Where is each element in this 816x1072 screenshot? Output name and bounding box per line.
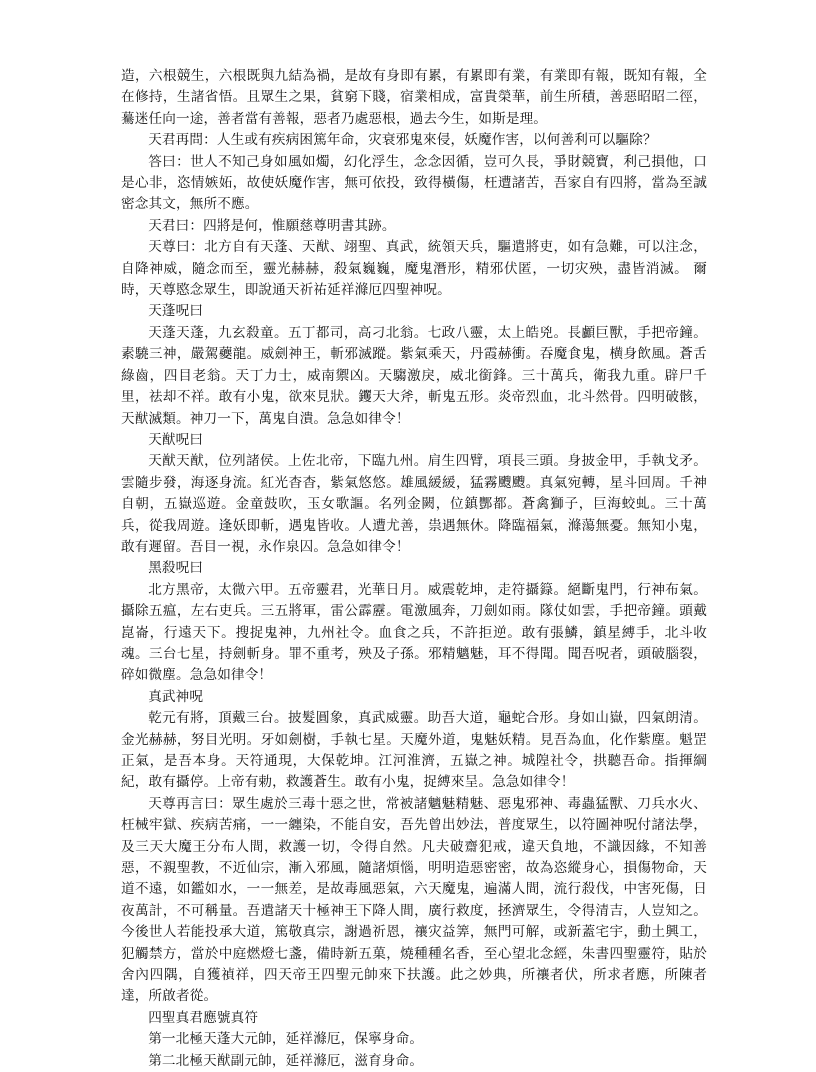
paragraph-zhenwu-spell: 乾元有將，頂戴三台。披髮圓象，真武威靈。助吾大道，龜蛇合形。身如山嶽，四氣朗清。金光赫赫，努目光明。牙如劍樹，手執七星。天魔外道，鬼魅妖精。見吾為血，化作紫塵。魁罡正氣，是吾本身。天符通現，大保乾坤。江河淮濟，五嶽之神。城隍社令，拱聽吾命。指揮綱紀，敢有攝停。上帝有勅，救護蒼生。敢有小鬼，捉縛來呈。急急如律令！ — [121, 710, 707, 791]
document-body — [121, 66, 707, 1072]
paragraph-question: 天君再問：人生或有疾病困篤年命，灾衰邪鬼來侵，妖魔作害，以何善利可以驅除？ — [148, 132, 657, 149]
heading-tianyou: 天猷呪曰 — [148, 431, 204, 448]
heading-heisha: 黑殺呪曰 — [148, 560, 204, 577]
heading-tianpeng: 天蓬呪曰 — [148, 303, 204, 320]
talisman-item-1: 第一北極天蓬大元帥，延祥滌厄，保寧身命。 — [148, 1031, 424, 1048]
talisman-item-2: 第二北極天猷副元帥，延祥滌厄，滋育身命。 — [148, 1052, 424, 1069]
paragraph-answer: 答曰：世人不知己身如風如燭，幻化浮生，念念因循，豈可久長，爭財競寶，利己損他，口是心非，恣情嫉妬，故使妖魔作害，無可依投，致得橫傷，枉遭諸苦，吾家自有四將，當為至誠密念其文，無所不應。 — [121, 153, 707, 213]
paragraph-tianyou-spell: 天猷天猷，位列諸侯。上佐北帝，下臨九州。肩生四臂，項長三頭。身披金甲，手執戈矛。雲隨步發，海逐身流。紅光杳杳，紫氣悠悠。雄風緩緩，猛霧颼颼。真氣宛轉，星斗回周。千神自朝，五嶽巡遊。金童鼓吹，玉女歌謳。名列金闕，位鎮酆都。蒼禽獅子，巨海蛟虬。三十萬兵，從我周遊。逢妖即斬，遇鬼皆收。人遭尤善，祟遇無休。降臨福氣，滌蕩無憂。無知小鬼，敢有遲留。吾目一視，永作泉囚。急急如律令！ — [121, 453, 707, 555]
heading-talisman: 四聖真君應號真符 — [148, 1009, 259, 1026]
paragraph-tianjun: 天君曰：四將是何，惟願慈尊明書其跡。 — [148, 217, 396, 234]
paragraph-tianzun: 天尊曰：北方自有天蓬、天猷、翊聖、真武，統領天兵，驅遣將吏，如有急難，可以注念，自降神威，隨念而至，靈光赫赫，殺氣巍巍，魔鬼潛形，精邪伏匿，一切灾殃，盡皆消滅。 爾時，天尊愍念眾生，即說通天祈祐延祥滌厄四聖神呪。 — [121, 239, 707, 299]
paragraph-intro: 造，六根競生，六根既與九結為禍，是故有身即有累，有累即有業，有業即有報，既知有報，全在修持，生諸省悟。且眾生之果，貧窮下賤，宿業相成，富貴榮華，前生所積，善惡昭昭二徑，驀迷任向一途，善者當有善報，惡者乃處惡根，過去今生，如斯是理。 — [121, 68, 707, 127]
paragraph-heisha-spell: 北方黑帝，太微六甲。五帝靈君，光華日月。威震乾坤，走符攝籙。絕斷鬼門，行神布氣。攝除五瘟，左右吏兵。三五將軍，雷公霹靂。電激風奔，刀劍如雨。隊仗如雲，手把帝鐘。頭戴崑崙，行遠天下。搜捉鬼神，九州社令。血食之兵，不許拒逆。敢有張鱗，鎮星縛手，北斗收魂。三台七星，持劍斬身。罪不重考，殃及子孫。邪精魑魅，耳不得聞。聞吾呪者，頭破腦裂，碎如微塵。急急如律令！ — [121, 581, 707, 684]
paragraph-tianpeng-spell: 天蓬天蓬，九玄殺童。五丁都司，高刁北翁。七政八靈，太上皓兇。長顱巨獸，手把帝鐘。素驍三神，嚴駕虁龍。威劍神王，斬邪滅蹤。紫氣乘天，丹霞赫衝。吞魔食鬼，横身飲風。蒼舌綠齒，四目老翁。天丁力士，威南禦凶。天騶激戾，威北銜鋒。三十萬兵，衛我九重。辟尸千里，祛却不祥。敢有小鬼，欲來見狀。钁天大斧，斬鬼五形。炎帝烈血，北斗然骨。四明破骸，天猷滅類。神刀一下，萬鬼自潰。急急如律令！ — [121, 324, 707, 427]
heading-zhenwu: 真武神呪 — [148, 688, 204, 705]
paragraph-tianzun-again: 天尊再言曰：眾生處於三毒十惡之世，常被諸魑魅精魅、惡鬼邪神、毒蟲猛獸、刀兵水火、枉械牢獄、疾病苦痛，一一纏染，不能自安，吾先曾出妙法，普度眾生，以符圖神呪付諸法學，及三天大魔王分布人間，救護一切，令得自然。凡夫破齋犯戒，違天負地，不識因緣，不知善惡，不親聖教，不近仙宗，漸入邪風，隨諸煩惱，明明造惡密密，故為恣縱身心，損傷物命，天道不遠，如鑑如水，一一無差，是故毒風惡氣，六天魔鬼，遍滿人間，流行殺伐，中害死傷，日夜萬計，不可稱量。吾遣諸天十極神王下降人間，廣行救度，拯濟眾生，令得清吉，人豈知之。今後世人若能投承大道，篤敬真宗，謝過祈恩，禳灾益筭，無門可解，或新蓋宅宇，動土興工，犯觸禁方，當於中庭燃燈七盞，備時新五菓，燒種種名香，至心望北念經，朱書四聖靈符，貼於舍內四隅，自獲禎祥，四天帝王四聖元帥來下扶護。此之妙典，所禳者伏，所求者應，所陳者達，所啟者從。 — [121, 795, 707, 1005]
